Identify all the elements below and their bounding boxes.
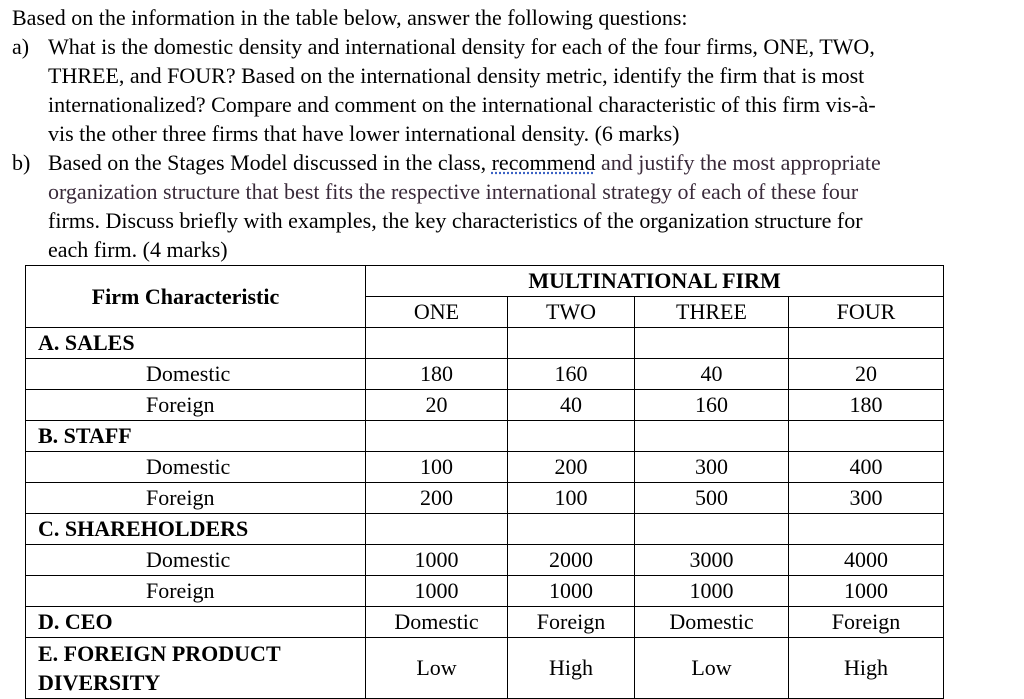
table-cell: 1000	[366, 545, 508, 576]
table-header-row	[26, 266, 944, 297]
firm-characteristics-table	[25, 265, 944, 699]
table-cell: 200	[508, 452, 635, 483]
table-cell: Foreign	[508, 607, 635, 638]
row-label: Foreign	[26, 483, 366, 514]
section-row	[26, 514, 944, 545]
table-cell: 300	[635, 452, 789, 483]
table-row	[26, 545, 944, 576]
question-b-line-1	[48, 148, 1016, 177]
section-title-ceo: D. CEO	[26, 607, 366, 638]
question-b-text-before: Based on the Stages Model discussed in the class,	[48, 150, 487, 175]
table-cell: 1000	[366, 576, 508, 607]
table-cell: Domestic	[635, 607, 789, 638]
table-cell: High	[789, 638, 944, 699]
row-label: Domestic	[26, 545, 366, 576]
table-cell: High	[508, 638, 635, 699]
table-cell: Low	[366, 638, 508, 699]
question-b-line: firms. Discuss briefly with examples, the key characteristics of the organization structure for	[48, 208, 863, 233]
table-row	[26, 359, 944, 390]
row-label: Domestic	[26, 359, 366, 390]
question-b-line: organization structure that best fits the respective international strategy of each of these four	[48, 179, 859, 204]
section-title-diversity	[26, 638, 366, 699]
row-label: Foreign	[26, 576, 366, 607]
section-title-staff: B. STAFF	[26, 421, 366, 452]
question-a-label: a)	[12, 34, 30, 59]
question-b-text-after: and justify the most appropriate	[600, 150, 881, 175]
question-b-text	[48, 148, 1016, 264]
table-cell: 20	[789, 359, 944, 390]
intro-text: Based on the information in the table below, answer the following questions:	[12, 5, 688, 30]
table-row	[26, 483, 944, 514]
table-cell: 40	[508, 390, 635, 421]
firm-table-wrapper	[25, 265, 943, 695]
section-row	[26, 328, 944, 359]
table-cell: 160	[635, 390, 789, 421]
table-cell: Foreign	[789, 607, 944, 638]
table-row	[26, 390, 944, 421]
row-label: Domestic	[26, 452, 366, 483]
section-title-shareholders: C. SHAREHOLDERS	[26, 514, 366, 545]
section-title-sales: A. SALES	[26, 328, 366, 359]
table-cell: 500	[635, 483, 789, 514]
section-row	[26, 421, 944, 452]
table-cell: 100	[366, 452, 508, 483]
multinational-firm-header: MULTINATIONAL FIRM	[366, 266, 944, 297]
row-label: Foreign	[26, 390, 366, 421]
table-cell: 1000	[789, 576, 944, 607]
table-cell: 180	[366, 359, 508, 390]
table-row	[26, 607, 944, 638]
table-cell: 180	[789, 390, 944, 421]
table-row	[26, 638, 944, 699]
question-b-label: b)	[12, 150, 31, 175]
firm-characteristic-header: Firm Characteristic	[26, 266, 366, 328]
diversity-title-line1: E. FOREIGN PRODUCT	[38, 641, 281, 666]
table-cell: 20	[366, 390, 508, 421]
question-a-line: THREE, and FOUR? Based on the international density metric, identify the firm that is most	[48, 63, 865, 88]
table-row	[26, 452, 944, 483]
table-cell: 400	[789, 452, 944, 483]
firm-three-header: THREE	[635, 297, 789, 328]
question-b-line: each firm. (4 marks)	[48, 237, 228, 262]
table-cell: 200	[366, 483, 508, 514]
question-a-line: vis the other three firms that have lower international density. (6 marks)	[48, 121, 680, 146]
table-cell: Low	[635, 638, 789, 699]
firm-one-header: ONE	[366, 297, 508, 328]
firm-two-header: TWO	[508, 297, 635, 328]
firm-four-header: FOUR	[789, 297, 944, 328]
table-cell: 2000	[508, 545, 635, 576]
diversity-title-line2: DIVERSITY	[38, 670, 161, 695]
table-cell: 4000	[789, 545, 944, 576]
recommend-emphasis: recommend	[491, 150, 596, 175]
table-cell: 160	[508, 359, 635, 390]
question-a-line: internationalized? Compare and comment on the international characteristic of this firm vis-à-	[48, 92, 876, 117]
table-cell: 40	[635, 359, 789, 390]
table-cell: 1000	[508, 576, 635, 607]
table-cell: 300	[789, 483, 944, 514]
table-cell: 1000	[635, 576, 789, 607]
table-row	[26, 576, 944, 607]
table-cell: 100	[508, 483, 635, 514]
question-a-text	[48, 32, 1016, 148]
table-cell: 3000	[635, 545, 789, 576]
table-cell: Domestic	[366, 607, 508, 638]
question-a-line: What is the domestic density and international density for each of the four firms, ONE, TWO,	[48, 34, 875, 59]
